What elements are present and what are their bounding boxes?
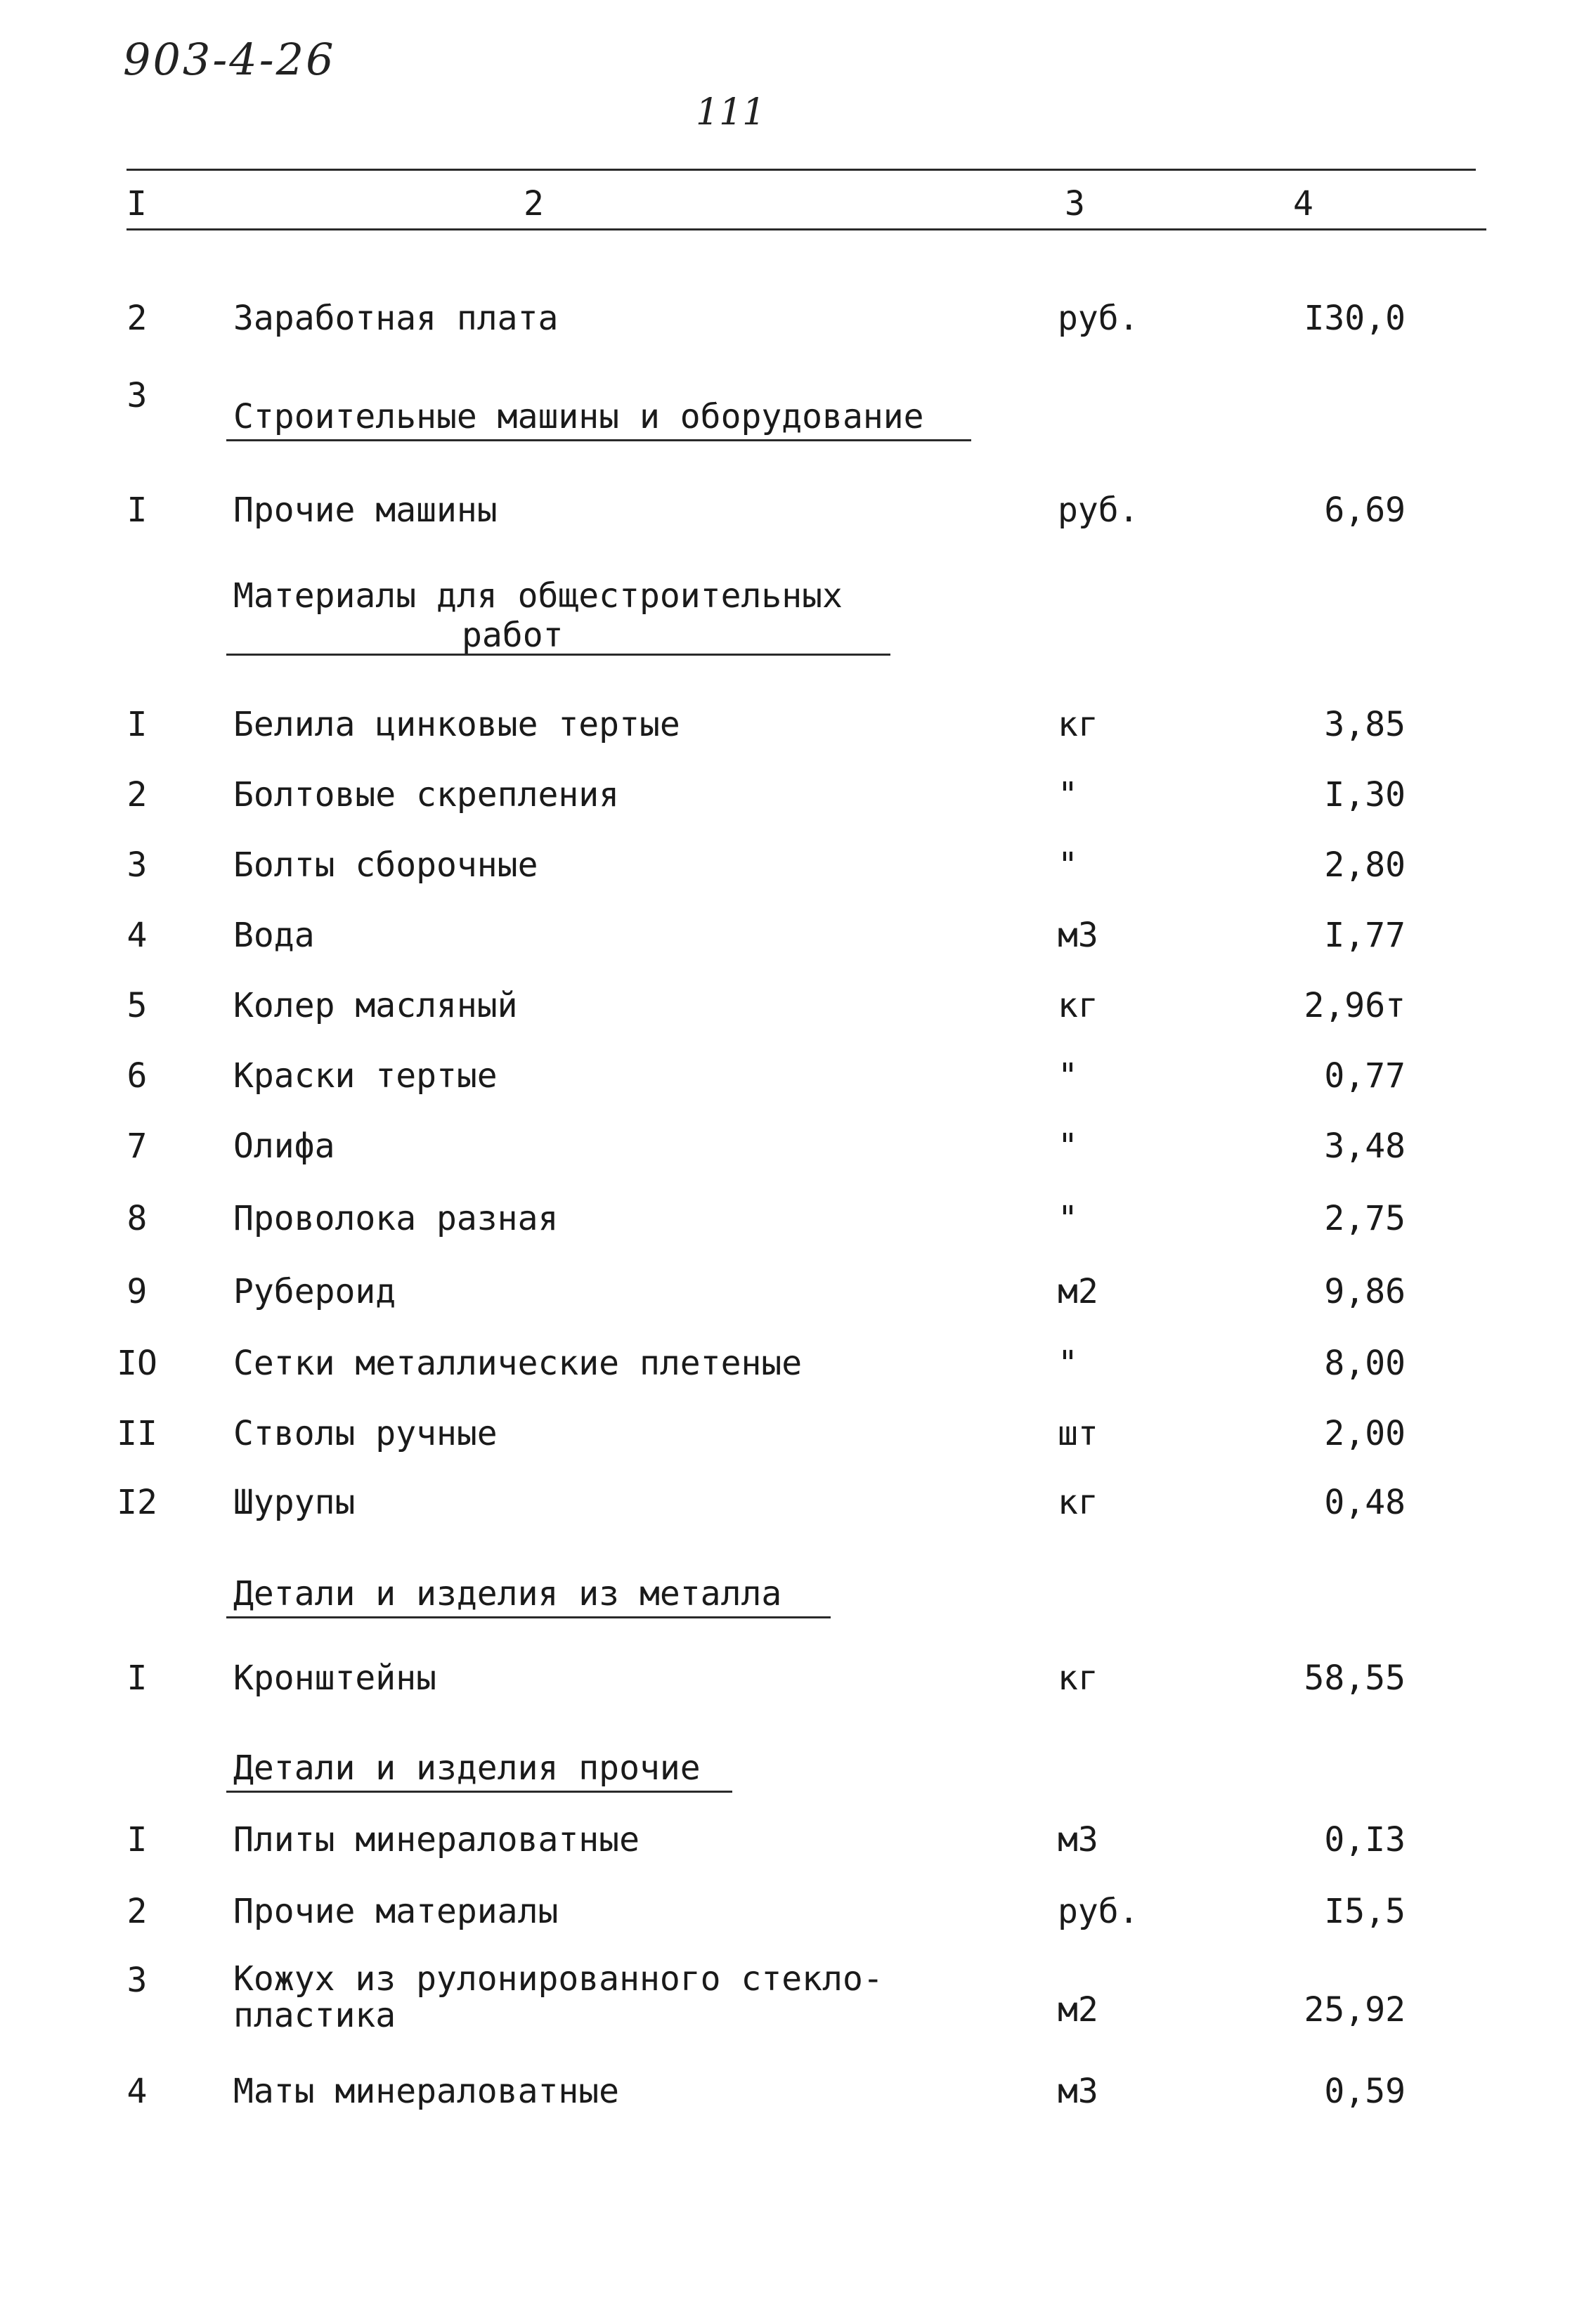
row-value: 0,I3 [1324,1820,1406,1859]
column-header-2: 2 [524,184,544,223]
document-code: 903-4-26 [123,34,336,85]
section-title-materials [233,576,843,655]
row-number: 2 [126,775,148,814]
row-name: Рубероид [233,1272,396,1311]
row-unit: кг [1058,1658,1098,1698]
row-number: 3 [126,1961,148,2000]
section-underline [226,1616,831,1618]
column-header-3: 3 [1065,184,1085,223]
row-name: Сетки металлические плетеные [233,1344,803,1383]
row-name: Маты минераловатные [233,2072,620,2111]
row-value: I5,5 [1324,1892,1406,1931]
row-value: 6,69 [1324,491,1406,530]
table-row [0,775,1577,824]
section-underline [226,1791,732,1793]
row-number: I [126,1820,148,1859]
row-unit: м2 [1058,1272,1098,1311]
row-name: Олифа [233,1127,335,1166]
row-value: 2,80 [1324,845,1406,885]
table-row [0,1483,1577,1532]
row-value: I30,0 [1304,299,1406,338]
row-unit: кг [1058,1483,1098,1522]
row-unit: шт [1058,1414,1098,1453]
section-title-machines [233,397,924,436]
table-row [0,1414,1577,1463]
row-number: IO [117,1344,157,1383]
row-name-line1: Кожух из рулонированного стекло- [233,1959,883,1999]
row-unit: м3 [1058,1820,1098,1859]
row-value: 9,86 [1324,1272,1406,1311]
row-number: 6 [126,1056,148,1096]
table-row [0,1056,1577,1105]
row-name: Вода [233,916,315,955]
row-unit: м2 [1058,1990,1098,2030]
row-number: I2 [117,1483,157,1522]
row-name: Колер масляный [233,986,518,1025]
section-title-line1: Материалы для общестроительных [233,576,843,616]
row-unit: кг [1058,705,1098,744]
column-header-1: I [126,184,147,223]
table-row [0,1127,1577,1176]
row-unit: " [1058,845,1078,885]
row-unit: " [1058,1127,1078,1166]
table-row [0,1272,1577,1321]
row-number: 9 [126,1272,148,1311]
row-number: I [126,491,148,530]
section-title-other [233,1748,701,1788]
row-value: 3,85 [1324,705,1406,744]
row-value: 8,00 [1324,1344,1406,1383]
row-name: Краски тертые [233,1056,498,1096]
row-unit: кг [1058,986,1098,1025]
section-number: 3 [126,376,148,415]
row-value: 0,77 [1324,1056,1406,1096]
row-value: 0,59 [1324,2072,1406,2111]
row-value: 2,75 [1324,1199,1406,1238]
table-row [0,1344,1577,1393]
header-rule [126,228,1486,231]
row-number: 2 [126,1892,148,1931]
row-name: Белила цинковые тертые [233,705,680,744]
row-value: 2,96т [1304,986,1406,1025]
section-title-line2: работ [462,616,564,655]
row-number: I [126,1658,148,1698]
row-name-line2: пластика [233,1996,396,2035]
row-name: Болты сборочные [233,845,538,885]
row-value: 58,55 [1304,1658,1406,1698]
table-row [0,491,1577,540]
table-row [0,1199,1577,1248]
row-number: 2 [126,299,148,338]
row-name: Шурупы [233,1483,356,1522]
row-unit: " [1058,1056,1078,1096]
section-title-text: Детали и изделия из металла [233,1574,782,1614]
row-unit: руб. [1058,299,1139,338]
row-unit: " [1058,1344,1078,1383]
section-underline [226,439,971,441]
table-row [0,845,1577,895]
section-title-text: Детали и изделия прочие [233,1748,701,1788]
row-name: Кронштейны [233,1658,436,1698]
row-unit: руб. [1058,491,1139,530]
row-number: II [117,1414,157,1453]
row-unit: м3 [1058,916,1098,955]
row-name: Прочие материалы [233,1892,559,1931]
row-name [233,1961,883,2034]
row-name: Стволы ручные [233,1414,498,1453]
section-underline [226,654,890,656]
table-row [0,2072,1577,2121]
section-title-text: Строительные машины и оборудование [233,397,924,436]
row-name: Заработная плата [233,299,559,338]
row-name: Болтовые скрепления [233,775,620,814]
row-value: I,30 [1324,775,1406,814]
row-number: I [126,705,148,744]
table-row [0,1961,1577,2045]
table-row [0,299,1577,348]
row-unit: " [1058,775,1078,814]
row-name: Плиты минераловатные [233,1820,640,1859]
row-number: 5 [126,986,148,1025]
row-number: 4 [126,2072,148,2111]
table-row [0,1892,1577,1941]
row-value: I,77 [1324,916,1406,955]
row-number: 8 [126,1199,148,1238]
row-number: 7 [126,1127,148,1166]
table-row [0,1820,1577,1869]
row-value: 3,48 [1324,1127,1406,1166]
row-value: 2,00 [1324,1414,1406,1453]
row-number: 3 [126,845,148,885]
top-rule [126,169,1476,171]
table-row [0,986,1577,1035]
row-unit: " [1058,1199,1078,1238]
page-number: 111 [696,91,766,134]
row-name: Проволока разная [233,1199,559,1238]
table-row [0,1658,1577,1708]
table-row [0,705,1577,754]
section-title-metal [233,1574,781,1614]
row-value: 0,48 [1324,1483,1406,1522]
row-name: Прочие машины [233,491,498,530]
table-row [0,916,1577,965]
row-unit: руб. [1058,1892,1139,1931]
row-value: 25,92 [1304,1990,1406,2030]
row-number: 4 [126,916,148,955]
column-header-4: 4 [1293,184,1313,223]
row-unit: м3 [1058,2072,1098,2111]
